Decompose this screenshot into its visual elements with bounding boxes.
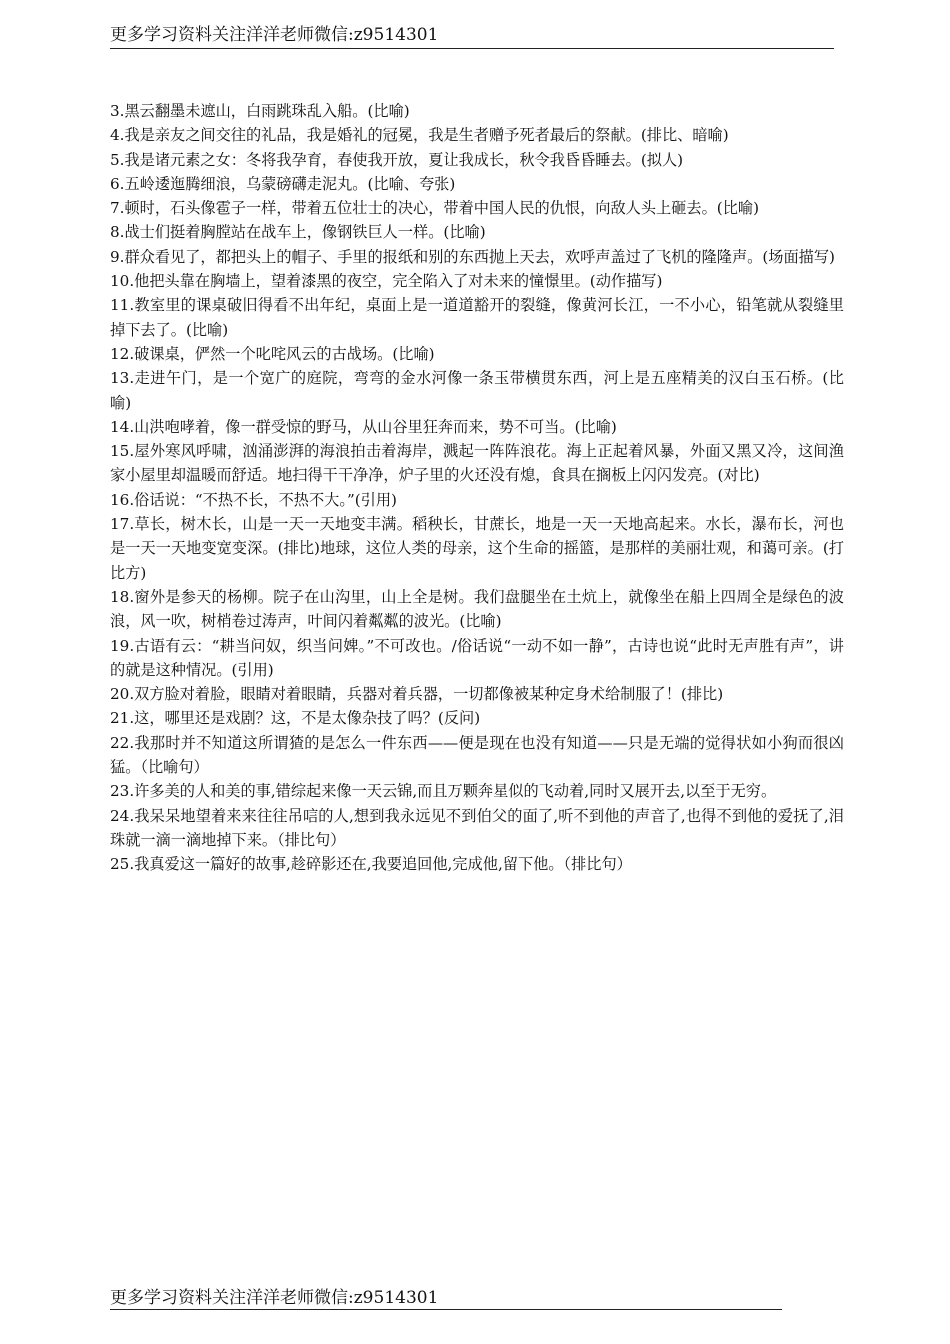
list-item: 23.许多美的人和美的事,错综起来像一天云锦,而且万颗奔星似的飞动着,同时又展开去,以至于无穷。 (110, 782, 777, 801)
list-item: 14.山洪咆哮着，像一群受惊的野马，从山谷里狂奔而来，势不可当。(比喻) (110, 417, 617, 436)
list-item: 19.古语有云：“耕当问奴，织当问婢。”不可改也。/俗话说“一动不如一静”，古诗也说“此时无声胜有声”，讲的就是这种情况。(引用) (110, 636, 844, 679)
list-item: 15.屋外寒风呼啸，汹涌澎湃的海浪拍击着海岸，溅起一阵阵浪花。海上正起着风暴，外面又黑又冷，这间渔家小屋里却温暖而舒适。地扫得干干净净，炉子里的火还没有熄，食具在搁板上闪闪发亮。(对比) (110, 442, 844, 485)
list-item: 17.草长，树木长，山是一天一天地变丰满。稻秧长，甘蔗长，地是一天一天地高起来。水长，瀑布长，河也是一天一天地变宽变深。(排比)地球，这位人类的母亲，这个生命的摇篮，是那样的美丽壮观，和蔼可亲。(打比方) (110, 515, 844, 582)
list-item: 21.这，哪里还是戏剧？这，不是太像杂技了吗？(反问) (110, 709, 481, 728)
page-header: 更多学习资料关注洋洋老师微信:z9514301 (110, 24, 834, 49)
page-footer: 更多学习资料关注洋洋老师微信:z9514301 (110, 1287, 782, 1310)
list-item: 12.破课桌，俨然一个叱咤风云的古战场。(比喻) (110, 344, 435, 363)
list-item: 6.五岭逶迤腾细浪，乌蒙磅礴走泥丸。(比喻、夸张) (110, 174, 456, 193)
sentence-list (110, 99, 844, 877)
list-item: 3.黑云翻墨未遮山，白雨跳珠乱入船。(比喻) (110, 102, 410, 120)
list-item: 24.我呆呆地望着来来往往吊唁的人,想到我永远见不到伯父的面了,听不到他的声音了,也得不到他的爱抚了,泪珠就一滴一滴地掉下来。（排比句） (110, 806, 844, 849)
list-item: 7.顿时，石头像雹子一样，带着五位壮士的决心，带着中国人民的仇恨，向敌人头上砸去。(比喻) (110, 199, 760, 218)
list-item: 5.我是诸元素之女：冬将我孕育，春使我开放，夏让我成长，秋令我昏昏睡去。(拟人) (110, 150, 684, 169)
list-item: 16.俗话说：“不热不长，不热不大。”(引用) (110, 490, 397, 509)
list-item: 25.我真爱这一篇好的故事,趁碎影还在,我要追回他,完成他,留下他。（排比句） (110, 855, 632, 874)
list-item: 4.我是亲友之间交往的礼品，我是婚礼的冠冕，我是生者赠予死者最后的祭献。(排比、暗喻) (110, 126, 729, 145)
list-item: 13.走进午门，是一个宽广的庭院，弯弯的金水河像一条玉带横贯东西，河上是五座精美的汉白玉石桥。(比喻) (110, 369, 844, 412)
list-item: 22.我那时并不知道这所谓猹的是怎么一件东西——便是现在也没有知道——只是无端的觉得状如小狗而很凶猛。（比喻句） (110, 733, 844, 777)
list-item: 9.群众看见了，都把头上的帽子、手里的报纸和别的东西抛上天去，欢呼声盖过了飞机的隆隆声。(场面描写) (110, 247, 835, 266)
list-item: 18.窗外是参天的杨柳。院子在山沟里，山上全是树。我们盘腿坐在土炕上，就像坐在船上四周全是绿色的波浪，风一吹，树梢卷过涛声，叶间闪着粼粼的波光。(比喻) (110, 587, 844, 631)
list-item: 10.他把头靠在胸墙上，望着漆黑的夜空，完全陷入了对未来的憧憬里。(动作描写) (110, 272, 663, 291)
list-item: 20.双方脸对着脸，眼睛对着眼睛，兵器对着兵器，一切都像被某种定身术给制服了！(排比) (110, 685, 724, 704)
list-item: 11.教室里的课桌破旧得看不出年纪，桌面上是一道道豁开的裂缝，像黄河长江，一不小心，铅笔就从裂缝里掉下去了。(比喻) (110, 296, 844, 339)
list-item: 8.战士们挺着胸膛站在战车上，像钢铁巨人一样。(比喻) (110, 223, 486, 242)
